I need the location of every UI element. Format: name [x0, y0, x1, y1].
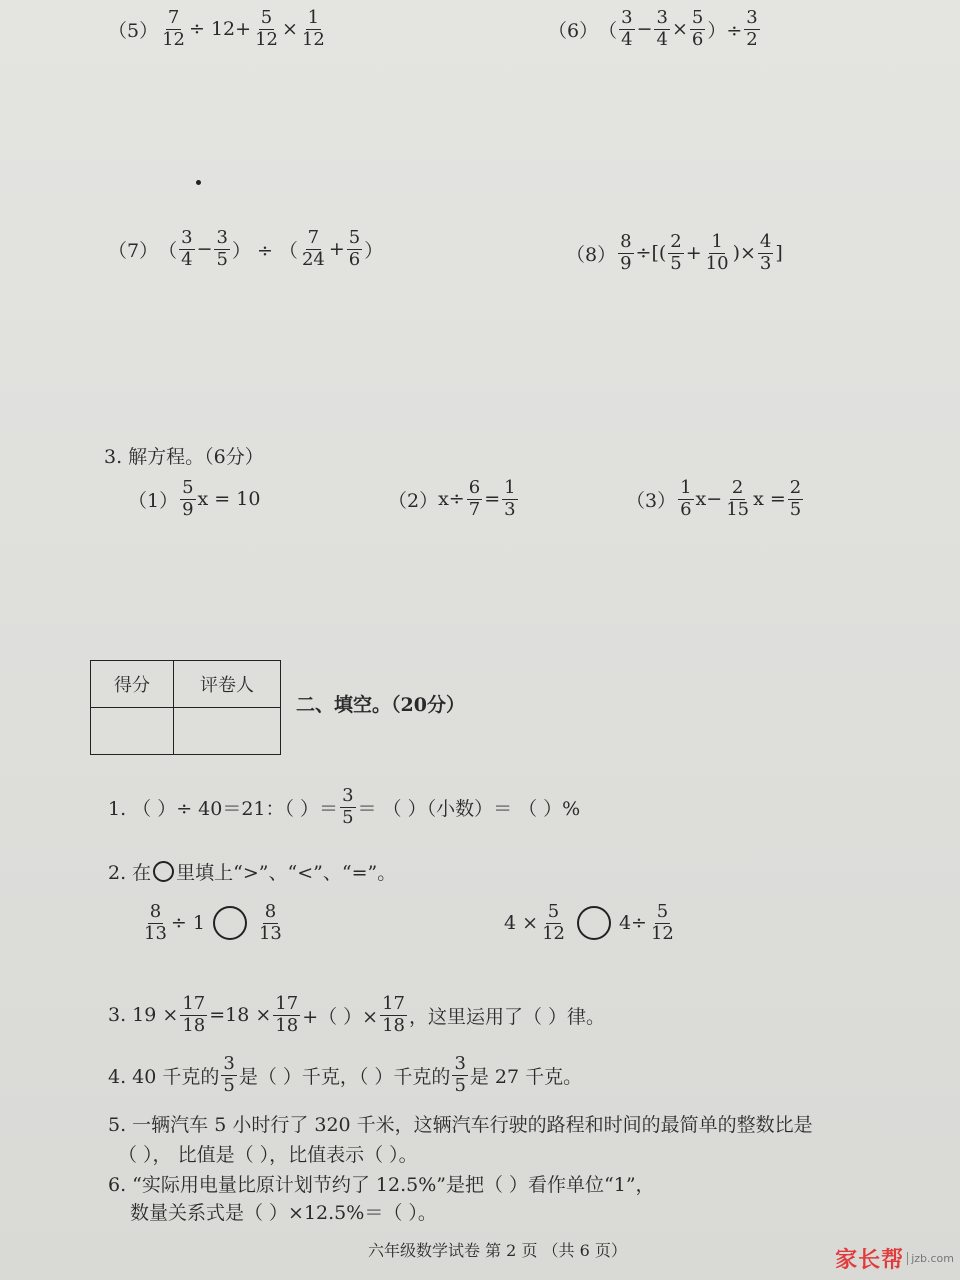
compare-left: $\frac{8}{13}$ ÷ 1 $\frac{8}{13}$ [144, 901, 282, 944]
fraction: $\frac{17}{18}$ [382, 993, 405, 1036]
fraction: $\frac{5}{6}$ [348, 227, 361, 270]
problem-6: （6） （ $\frac{3}{4}$ − $\frac{3}{4}$ × $\frac{5}{6}$ ）÷ $\frac{3}{2}$ [548, 7, 758, 50]
fraction: $\frac{17}{18}$ [275, 993, 299, 1036]
fraction: $\frac{1}{12}$ [301, 7, 325, 50]
score-table [90, 660, 281, 755]
fraction: $\frac{3}{2}$ [746, 7, 758, 50]
fraction: $\frac{3}{5}$ [223, 1053, 235, 1096]
problem-5: （5） $\frac{7}{12}$ ÷ 12+ $\frac{5}{12}$ × $\frac{1}{12}$ [108, 7, 325, 50]
fraction: $\frac{5}{9}$ [182, 477, 194, 520]
fraction: $\frac{1}{3}$ [504, 477, 516, 520]
problem-8: （8） $\frac{8}{9}$ ÷[( $\frac{2}{5}$ + $\frac{1}{10}$ )× $\frac{4}{3}$ ] [566, 231, 783, 274]
compare-right: 4 × $\frac{5}{12}$ 4÷ $\frac{5}{12}$ [504, 901, 674, 944]
equation-3: （3） $\frac{1}{6}$ x− $\frac{2}{15}$ x = $\frac{2}{5}$ [626, 477, 802, 520]
fraction: $\frac{3}{4}$ [621, 7, 633, 50]
fraction: $\frac{1}{6}$ [680, 477, 692, 520]
equation-1: （1） $\frac{5}{9}$ x = 10 [128, 477, 261, 520]
score-header: 得分 [91, 661, 174, 708]
equations-heading: 3. 解方程。（6分） [104, 446, 264, 468]
fraction: $\frac{2}{5}$ [670, 231, 682, 274]
fraction: $\frac{8}{13}$ [144, 901, 167, 944]
fraction: $\frac{4}{3}$ [759, 231, 772, 274]
fraction: $\frac{7}{24}$ [301, 227, 325, 270]
watermark-url: jzb.com [907, 1252, 954, 1265]
fraction: $\frac{5}{12}$ [542, 901, 565, 944]
question-1: 1. （ ）÷ 40＝21：（ ）＝ $\frac{3}{5}$ ＝ （ ）（小数）＝ （ ）% [108, 785, 581, 828]
watermark-logo [835, 1243, 954, 1274]
page-footer: 六年级数学试卷 第 2 页 （共 6 页） [368, 1241, 627, 1260]
section-2-title: 二、填空。（20分） [296, 694, 465, 716]
fraction: $\frac{2}{15}$ [726, 477, 750, 520]
problem-5-label: （5） [108, 19, 159, 42]
fraction: $\frac{3}{4}$ [656, 7, 668, 50]
fraction: $\frac{6}{7}$ [468, 477, 481, 520]
problem-6-label: （6） [548, 19, 599, 42]
question-6-line-1: 6. “实际用电量比原计划节约了 12.5%”是把（ ）看作单位“1”， [108, 1174, 655, 1196]
grader-cell[interactable] [174, 708, 281, 755]
score-cell[interactable] [91, 708, 174, 755]
question-6-line-2: 数量关系式是（ ）×12.5%＝（ ）。 [130, 1202, 437, 1224]
question-2: 2. 在 里填上“>”、“<”、“=”。 [108, 862, 397, 884]
watermark-brand: 家长帮 [835, 1248, 905, 1273]
ink-dot [196, 180, 201, 185]
fraction: $\frac{3}{5}$ [216, 227, 228, 270]
question-5-line-1: 5. 一辆汽车 5 小时行了 320 千米，这辆汽车行驶的路程和时间的最简单的整数比是 [108, 1114, 813, 1136]
fraction: $\frac{3}{5}$ [342, 785, 354, 828]
fraction: $\frac{7}{12}$ [162, 7, 185, 50]
question-4: 4. 40 千克的 $\frac{3}{5}$ 是（ ）千克，（ ）千克的 $\frac{3}{5}$ 是 27 千克。 [108, 1053, 583, 1096]
fraction: $\frac{5}{6}$ [691, 7, 704, 50]
question-3: 3. 19 × $\frac{17}{18}$ =18 × $\frac{17}{18}$ +（ ）× $\frac{17}{18}$ ，这里运用了（ ）律。 [108, 993, 606, 1036]
compare-circle-input[interactable] [577, 906, 611, 940]
grader-header: 评卷人 [174, 661, 281, 708]
fraction: $\frac{3}{4}$ [181, 227, 193, 270]
fraction: $\frac{1}{10}$ [705, 231, 729, 274]
fraction: $\frac{17}{18}$ [182, 993, 206, 1036]
fraction: $\frac{8}{13}$ [258, 901, 282, 944]
fraction: $\frac{8}{9}$ [620, 231, 632, 274]
fraction: $\frac{3}{5}$ [454, 1053, 466, 1096]
problem-7-label: （7） [108, 239, 159, 262]
compare-circle-input[interactable] [213, 906, 247, 940]
fraction: $\frac{5}{12}$ [650, 901, 674, 944]
fraction: $\frac{5}{12}$ [255, 7, 278, 50]
circle-icon [153, 861, 174, 882]
equation-2: （2） x÷ $\frac{6}{7}$ = $\frac{1}{3}$ [388, 477, 516, 520]
problem-8-label: （8） [566, 243, 617, 266]
problem-7: （7） （ $\frac{3}{4}$ − $\frac{3}{5}$ ） ÷ （ $\frac{7}{24}$ + $\frac{5}{6}$ ） [108, 227, 384, 270]
fraction: $\frac{2}{5}$ [789, 477, 802, 520]
question-5-line-2: （ ）， 比值是（ ），比值表示（ ）。 [118, 1144, 418, 1166]
